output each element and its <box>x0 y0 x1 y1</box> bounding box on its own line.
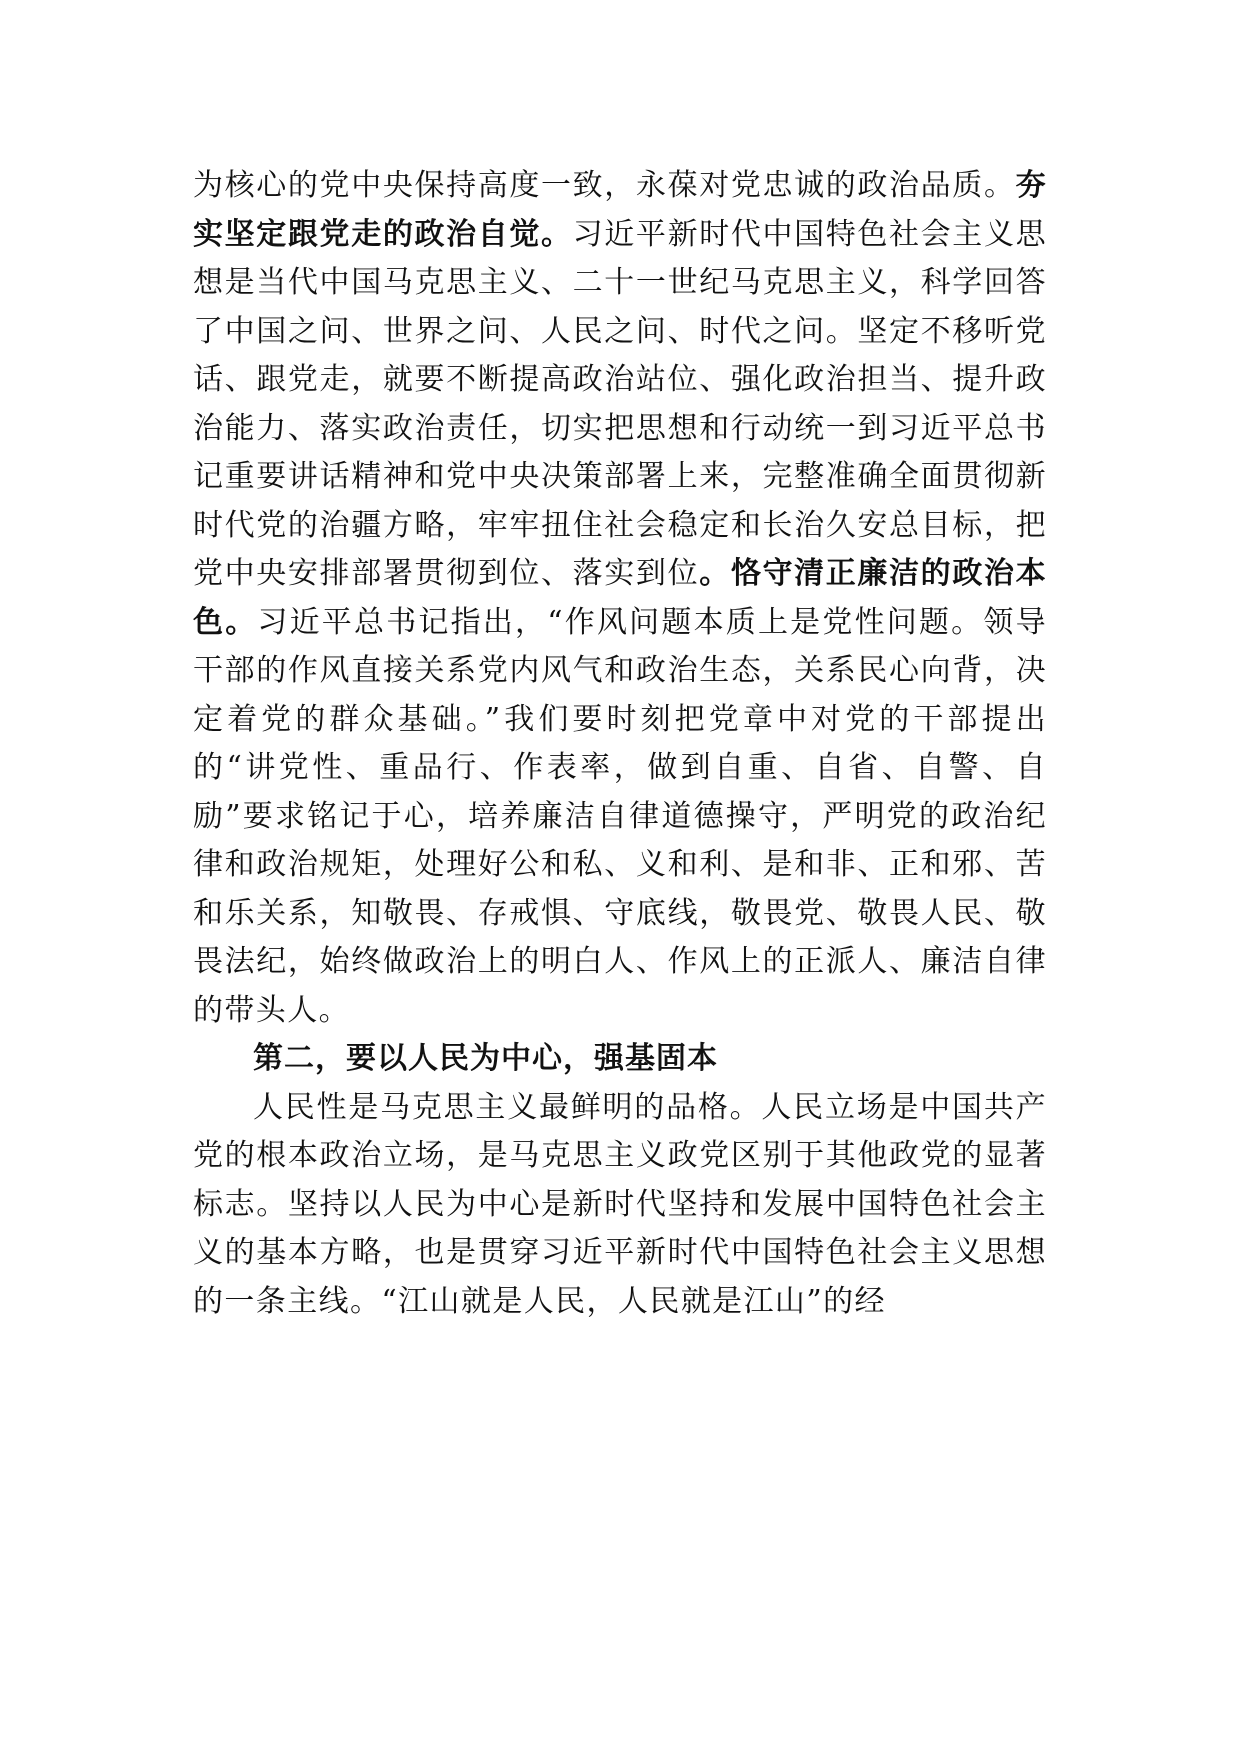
paragraph-text: 习近平总书记指出，“作风问题本质上是党性问题。领导干部的作风直接关系党内风气和政治生态，关系民心向背，决定着党的群众基础。”我们要时刻把党章中对党的干部提出的“讲党性、重品行、作表率，做到自重、自省、自警、自励”要求铭记于心，培养廉洁自律道德操守，严明党的政治纪律和政治规矩，处理好公和私、义和利、是和非、正和邪、苦和乐关系，知敬畏、存戒惧、守底线，敬畏党、敬畏人民、敬畏法纪，始终做政治上的明白人、作风上的正派人、廉洁自律的带头人。 <box>193 604 1047 1028</box>
paragraph-text: 习近平新时代中国特色社会主义思想是当代中国马克思主义、二十一世纪马克思主义，科学回答了中国之问、世界之问、人民之问、时代之问。坚定不移听党话、跟党走，就要不断提高政治站位、强化政治担当、提升政治能力、落实政治责任，切实把思想和行动统一到习近平总书记重要讲话精神和党中央决策部署上来，完整准确全面贯彻新时代党的治疆方略，牢牢扭住社会稳定和长治久安总目标，把党中央安排部署贯彻到位、落实到位 <box>193 216 1047 591</box>
document-body <box>193 162 1047 1326</box>
bold-subheading: 夯实坚定跟党走的政治自觉。 <box>193 168 1047 252</box>
section-heading: 第二，要以人民为中心，强基固本 <box>253 1041 718 1076</box>
body-paragraph: 人民性是马克思主义最鲜明的品格。人民立场是中国共产党的根本政治立场，是马克思主义政党区别于其他政党的显著标志。坚持以人民为中心是新时代坚持和发展中国特色社会主义的基本方略，也是贯穿习近平新时代中国特色社会主义思想的一条主线。“江山就是人民，人民就是江山”的经 <box>193 1089 1047 1319</box>
paragraph-lead-text: 为核心的党中央保持高度一致，永葆对党忠诚的政治品质。 <box>193 168 1016 203</box>
body-paragraph <box>193 162 1047 1035</box>
bold-subheading: 。恪守清正廉洁的政治本色。 <box>193 556 1047 640</box>
